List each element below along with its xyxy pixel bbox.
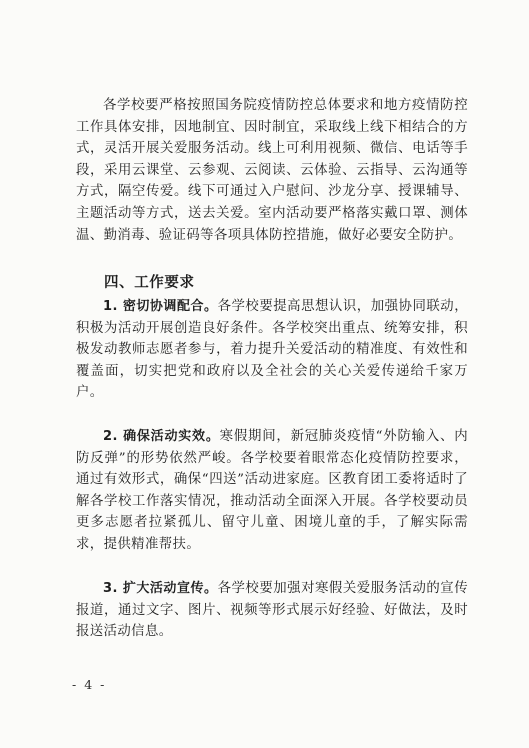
section-heading: 四、工作要求 [104,275,195,291]
requirement-body: 各学校要加强对寒假关爱服务活动的宣传报道，通过文字、图片、视频等形式展示好经验、好做法，及时报送活动信息。 [76,581,469,640]
requirement-item-2 [76,426,468,556]
requirement-paragraph [76,426,468,556]
requirement-body: 各学校要提高思想认识，加强协同联动，积极为活动开展创造良好条件。各学校突出重点、统筹安排，积极发动教师志愿者参与，着力提升关爱活动的精准度、有效性和覆盖面，切实把党和政府以及全社会的关心关爱传递给千家万户。 [76,299,469,401]
requirement-body: 寒假期间，新冠肺炎疫情“外防输入、内防反弹”的形势依然严峻。各学校要着眼常态化疫情防控要求，通过有效形式，确保“四送”活动进家庭。区教育团工委将适时了解各学校工作落实情况，推动活动全面深入开展。各学校要动员更多志愿者拉紧孤儿、留守儿童、困境儿童的手，了解实际需求，提供精准帮扶。 [76,429,469,552]
intro-paragraph-block [76,95,468,246]
requirement-paragraph [76,296,468,404]
requirement-lead: 1. 密切协调配合。 [103,299,218,314]
requirement-item-3 [76,578,468,643]
requirement-lead: 2. 确保活动实效。 [103,429,220,444]
requirement-lead: 3. 扩大活动宣传。 [103,581,218,596]
requirement-paragraph [76,578,468,643]
requirement-item-1 [76,296,468,404]
page-number: - 4 - [72,677,107,692]
intro-paragraph: 各学校要严格按照国务院疫情防控总体要求和地方疫情防控工作具体安排，因地制宜、因时制宜，采取线上线下相结合的方式，灵活开展关爱服务活动。线上可利用视频、微信、电话等手段，采用云课堂、云参观、云阅读、云体验、云指导、云沟通等方式，隔空传爱。线下可通过入户慰问、沙龙分享、授课辅导、主题活动等方式，送去关爱。室内活动要严格落实戴口罩、测体温、勤消毒、验证码等各项具体防控措施，做好必要安全防护。 [76,98,468,243]
